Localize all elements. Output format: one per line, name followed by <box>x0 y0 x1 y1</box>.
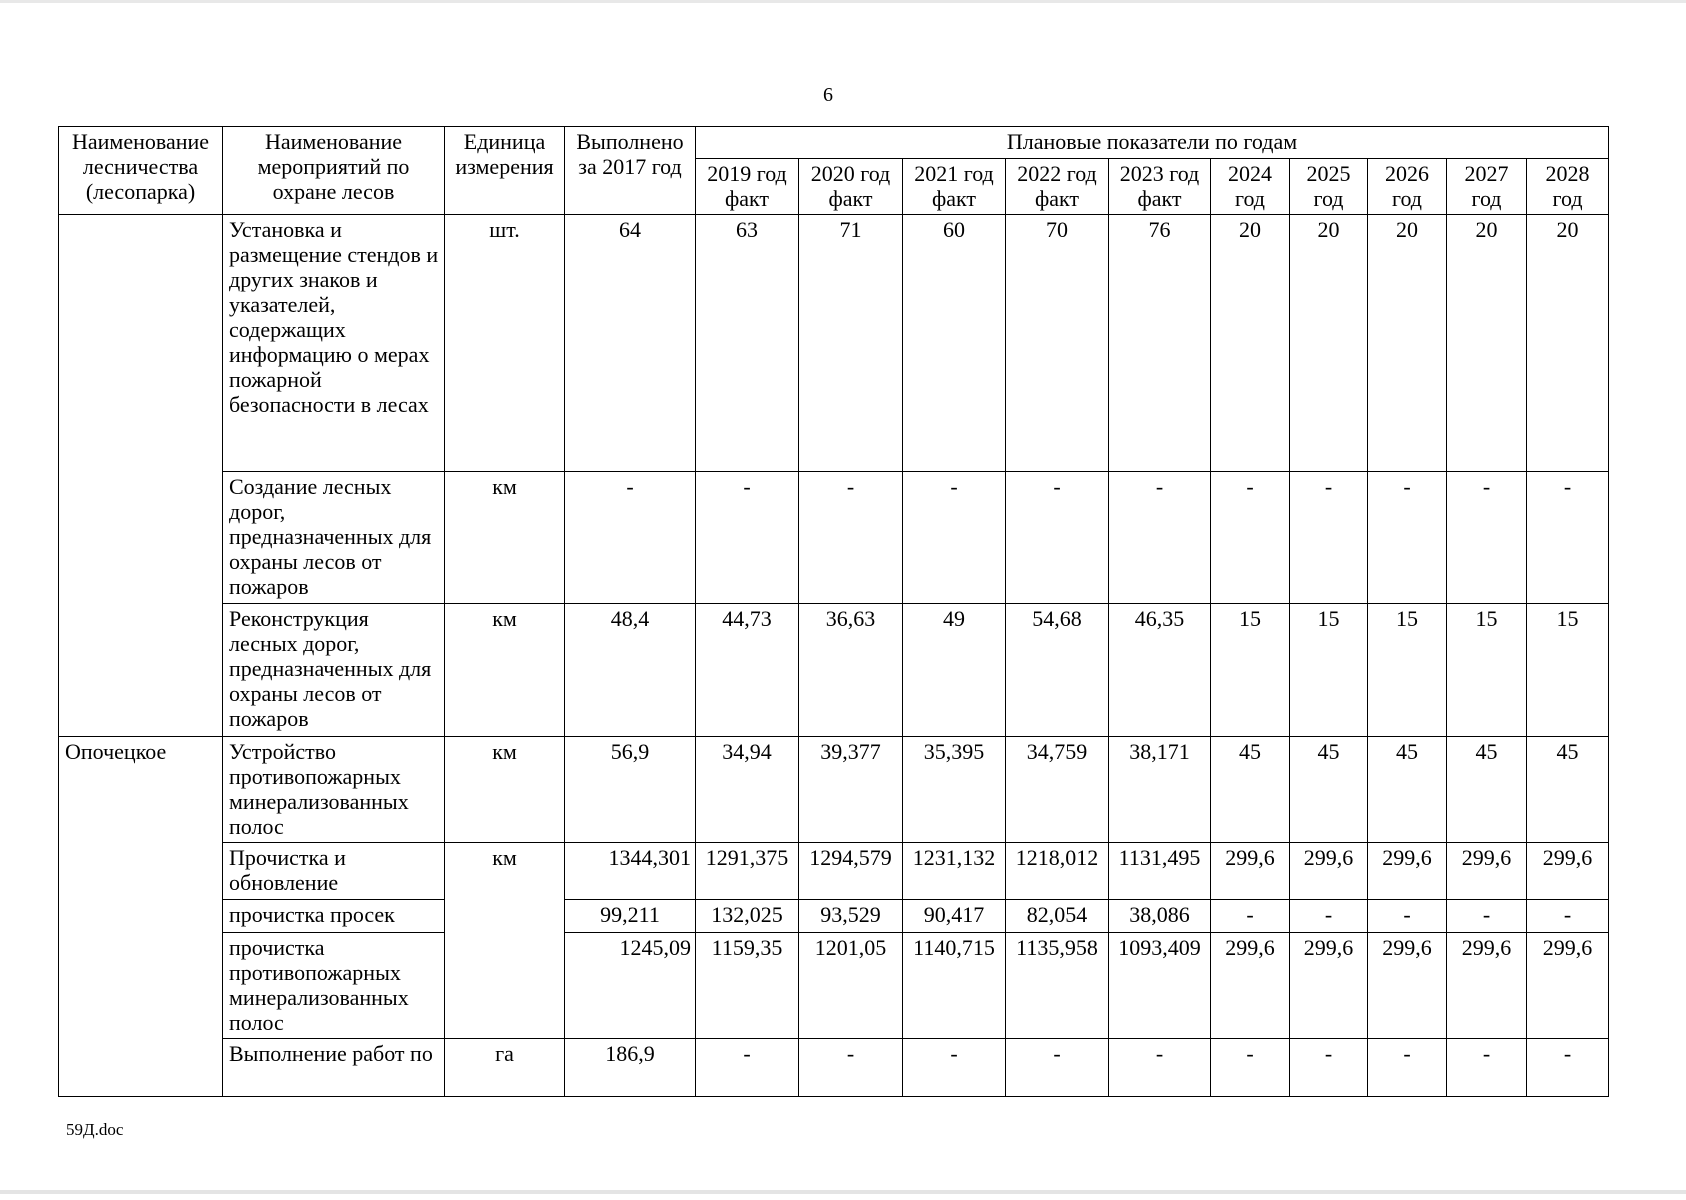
year-value-cell: 34,94 <box>696 737 799 843</box>
unit-cell: км <box>445 737 565 843</box>
year-value-cell: 299,6 <box>1447 843 1527 900</box>
done-cell: 99,211 <box>565 900 696 933</box>
forest-protection-table <box>58 126 1609 1097</box>
year-value-cell: 39,377 <box>799 737 903 843</box>
year-value-cell: - <box>1527 900 1609 933</box>
year-value-cell: 1135,958 <box>1006 933 1109 1039</box>
year-value-cell: 20 <box>1447 215 1527 472</box>
year-value-cell: 1159,35 <box>696 933 799 1039</box>
year-value-cell: 54,68 <box>1006 604 1109 737</box>
year-value-cell: 15 <box>1368 604 1447 737</box>
activity-cell: Установка и размещение стендов и других знаков и указателей, содержащих информацию о мерах пожарной безопасности в лесах <box>223 215 445 472</box>
year-value-cell: - <box>1368 472 1447 604</box>
year-value-cell: - <box>1368 900 1447 933</box>
year-value-cell: 93,529 <box>799 900 903 933</box>
year-value-cell: 38,171 <box>1109 737 1211 843</box>
year-value-cell: 1218,012 <box>1006 843 1109 900</box>
forestry-cell <box>59 472 223 604</box>
year-value-cell: 60 <box>903 215 1006 472</box>
year-value-cell: - <box>1527 472 1609 604</box>
header-year: 2023 год факт <box>1109 159 1211 215</box>
year-value-cell: - <box>1527 1039 1609 1097</box>
year-value-cell: - <box>1109 1039 1211 1097</box>
year-value-cell: 15 <box>1447 604 1527 737</box>
unit-cell: шт. <box>445 215 565 472</box>
forestry-cell: Опочецкое <box>59 737 223 843</box>
year-value-cell: 20 <box>1527 215 1609 472</box>
year-value-cell: 45 <box>1368 737 1447 843</box>
done-cell: 186,9 <box>565 1039 696 1097</box>
year-value-cell: 132,025 <box>696 900 799 933</box>
header-year: 2020 год факт <box>799 159 903 215</box>
year-value-cell: 1231,132 <box>903 843 1006 900</box>
year-value-cell: 34,759 <box>1006 737 1109 843</box>
done-cell: 64 <box>565 215 696 472</box>
activity-cell: Реконструкция лесных дорог, предназначенных для охраны лесов от пожаров <box>223 604 445 737</box>
unit-cell: км <box>445 843 565 900</box>
forestry-cell <box>59 215 223 472</box>
activity-cell: Прочистка и обновление <box>223 843 445 900</box>
year-value-cell: 70 <box>1006 215 1109 472</box>
year-value-cell: 299,6 <box>1368 933 1447 1039</box>
done-cell: 1344,301 <box>565 843 696 900</box>
header-unit: Единица измерения <box>445 127 565 215</box>
year-value-cell: 299,6 <box>1211 933 1290 1039</box>
year-value-cell: - <box>1109 472 1211 604</box>
table-row <box>59 737 1609 843</box>
activity-cell: прочистка противопожарных минерализованных полос <box>223 933 445 1039</box>
year-value-cell: - <box>1211 1039 1290 1097</box>
year-value-cell: - <box>1290 1039 1368 1097</box>
year-value-cell: 1294,579 <box>799 843 903 900</box>
year-value-cell: 45 <box>1447 737 1527 843</box>
header-forestry: Наименование лесничества (лесопарка) <box>59 127 223 215</box>
table-row <box>59 1039 1609 1097</box>
year-value-cell: - <box>1447 900 1527 933</box>
unit-cell: км <box>445 604 565 737</box>
footer-filename: 59Д.doc <box>66 1120 124 1139</box>
year-value-cell: - <box>1211 900 1290 933</box>
table-row <box>59 900 1609 933</box>
year-value-cell: 299,6 <box>1527 843 1609 900</box>
year-value-cell: - <box>1447 472 1527 604</box>
table-row <box>59 843 1609 900</box>
table-row <box>59 472 1609 604</box>
year-value-cell: 20 <box>1368 215 1447 472</box>
year-value-cell: 36,63 <box>799 604 903 737</box>
year-value-cell: 299,6 <box>1211 843 1290 900</box>
year-value-cell: - <box>903 1039 1006 1097</box>
header-year: 2024 год <box>1211 159 1290 215</box>
unit-cell: га <box>445 1039 565 1097</box>
year-value-cell: - <box>799 472 903 604</box>
year-value-cell: 1291,375 <box>696 843 799 900</box>
year-value-cell: - <box>696 472 799 604</box>
year-value-cell: 299,6 <box>1527 933 1609 1039</box>
year-value-cell: 299,6 <box>1447 933 1527 1039</box>
year-value-cell: 49 <box>903 604 1006 737</box>
year-value-cell: 15 <box>1290 604 1368 737</box>
header-row-1 <box>59 127 1609 159</box>
year-value-cell: 44,73 <box>696 604 799 737</box>
header-year: 2026 год <box>1368 159 1447 215</box>
done-cell: 1245,09 <box>565 933 696 1039</box>
activity-cell: прочистка просек <box>223 900 445 933</box>
year-value-cell: 76 <box>1109 215 1211 472</box>
year-value-cell: - <box>1211 472 1290 604</box>
header-year: 2022 год факт <box>1006 159 1109 215</box>
table-row <box>59 215 1609 472</box>
unit-cell: км <box>445 472 565 604</box>
unit-cell <box>445 933 565 1039</box>
header-year: 2019 год факт <box>696 159 799 215</box>
done-cell: 56,9 <box>565 737 696 843</box>
year-value-cell: 38,086 <box>1109 900 1211 933</box>
table-row <box>59 604 1609 737</box>
year-value-cell: - <box>1290 472 1368 604</box>
forestry-cell <box>59 933 223 1039</box>
unit-cell <box>445 900 565 933</box>
done-cell: 48,4 <box>565 604 696 737</box>
header-year: 2028 год <box>1527 159 1609 215</box>
year-value-cell: 46,35 <box>1109 604 1211 737</box>
done-cell: - <box>565 472 696 604</box>
forestry-cell <box>59 604 223 737</box>
header-done-2017: Выполнено за 2017 год <box>565 127 696 215</box>
year-value-cell: - <box>1006 1039 1109 1097</box>
year-value-cell: 1093,409 <box>1109 933 1211 1039</box>
table-row <box>59 933 1609 1039</box>
year-value-cell: 15 <box>1527 604 1609 737</box>
header-year: 2025 год <box>1290 159 1368 215</box>
forestry-cell <box>59 843 223 900</box>
year-value-cell: - <box>799 1039 903 1097</box>
year-value-cell: 1131,495 <box>1109 843 1211 900</box>
header-planned: Плановые показатели по годам <box>696 127 1609 159</box>
year-value-cell: - <box>1368 1039 1447 1097</box>
year-value-cell: 20 <box>1290 215 1368 472</box>
forestry-cell <box>59 1039 223 1097</box>
year-value-cell: 20 <box>1211 215 1290 472</box>
year-value-cell: 71 <box>799 215 903 472</box>
year-value-cell: 299,6 <box>1290 843 1368 900</box>
year-value-cell: 63 <box>696 215 799 472</box>
page-number: 6 <box>823 84 833 106</box>
year-value-cell: - <box>903 472 1006 604</box>
year-value-cell: 299,6 <box>1290 933 1368 1039</box>
scan-bottom-edge <box>0 1190 1686 1194</box>
year-value-cell: - <box>1006 472 1109 604</box>
year-value-cell: - <box>696 1039 799 1097</box>
activity-cell: Устройство противопожарных минерализованных полос <box>223 737 445 843</box>
year-value-cell: 15 <box>1211 604 1290 737</box>
year-value-cell: 45 <box>1527 737 1609 843</box>
year-value-cell: 82,054 <box>1006 900 1109 933</box>
year-value-cell: 45 <box>1211 737 1290 843</box>
year-value-cell: 299,6 <box>1368 843 1447 900</box>
year-value-cell: 35,395 <box>903 737 1006 843</box>
activity-cell: Выполнение работ по <box>223 1039 445 1097</box>
header-year: 2027 год <box>1447 159 1527 215</box>
year-value-cell: 90,417 <box>903 900 1006 933</box>
forestry-cell <box>59 900 223 933</box>
activity-cell: Создание лесных дорог, предназначенных для охраны лесов от пожаров <box>223 472 445 604</box>
header-activity: Наименование мероприятий по охране лесов <box>223 127 445 215</box>
year-value-cell: 45 <box>1290 737 1368 843</box>
year-value-cell: - <box>1290 900 1368 933</box>
header-year: 2021 год факт <box>903 159 1006 215</box>
scan-top-edge <box>0 0 1686 3</box>
year-value-cell: 1201,05 <box>799 933 903 1039</box>
year-value-cell: - <box>1447 1039 1527 1097</box>
year-value-cell: 1140,715 <box>903 933 1006 1039</box>
